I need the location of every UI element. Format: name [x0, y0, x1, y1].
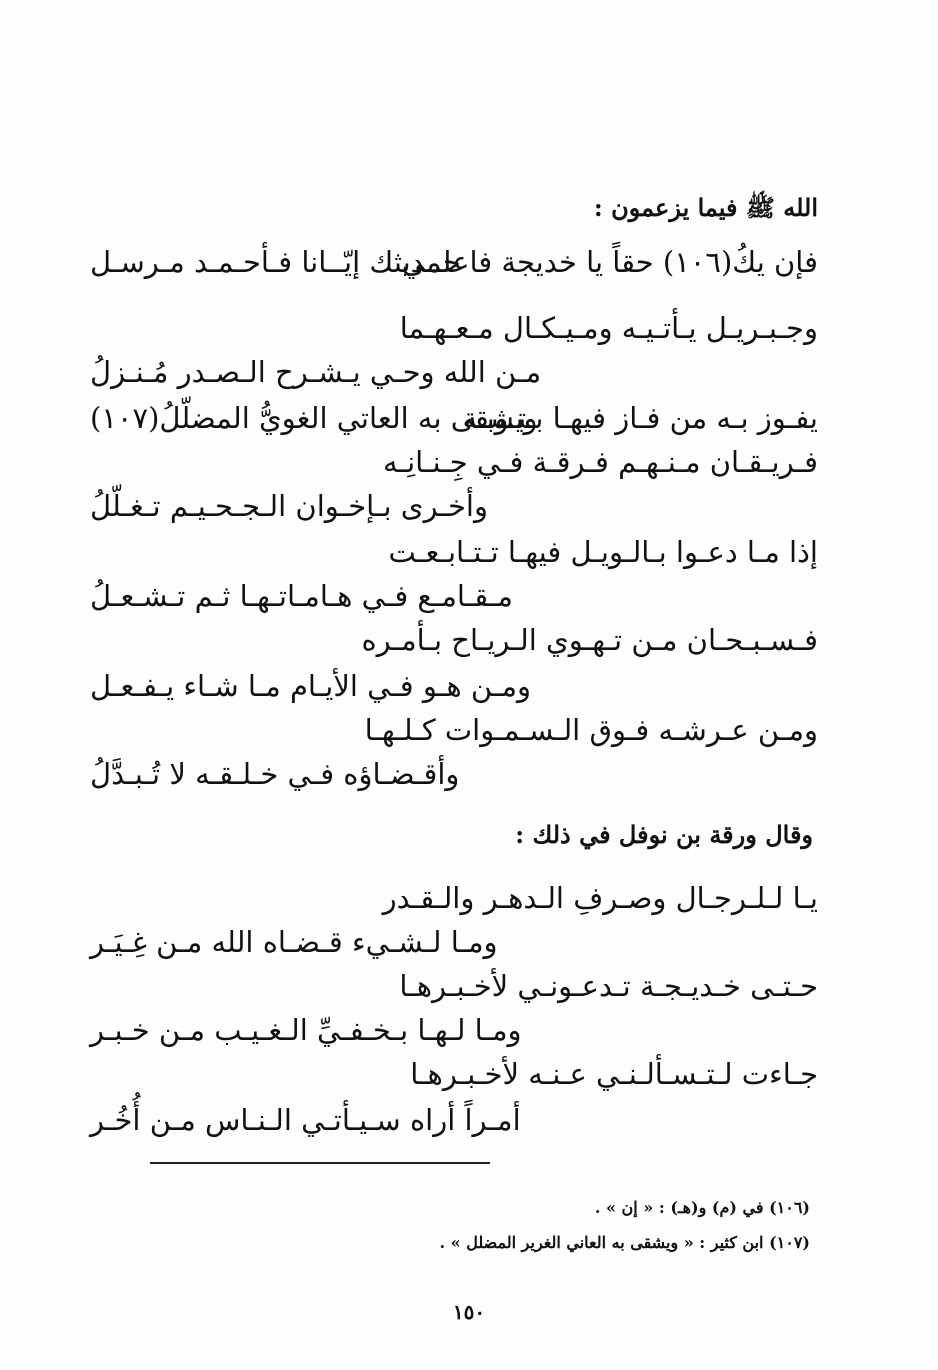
- poem1-line2: وجـبـريـل يـأتـيـه ومـيـكـال مـعـهـما: [399, 311, 818, 345]
- poem1-line1-second-hemistich: حــديثك إيّــانا فـأحـمـد مـرسـل: [90, 245, 461, 279]
- poem2-line3: حـتـى خـديـجـة تـدعـونـي لأخـبـرهـا: [399, 969, 818, 1003]
- footnote-107: (١٠٧) ابن كثير : « ويشقى به العاني الغرير المضلل » .: [439, 1233, 810, 1252]
- poem2-line1: يـا لـلـرجـال وصـرفِ الـدهـر والـقـدر: [382, 881, 818, 915]
- poem1-line7: إذا مـا دعـوا بـالـويـل فيهـا تـتـابـعـت: [388, 535, 818, 569]
- footnote-separator: [150, 1162, 490, 1164]
- poem1-line9: فـسـبـحـان مـن تـهـوي الـريـاح بـأمـره: [361, 623, 818, 657]
- poem2-line5: جـاءت لـتـسـألـنـي عـنـه لأخـبـرهـا: [410, 1057, 818, 1091]
- intro-text: الله ﷺ فيما يزعمون :: [593, 193, 818, 222]
- poem1-line5: فـريـقـان مـنـهـم فـرقـة فـي جِـنـانِـه: [383, 445, 818, 479]
- poem1-line12: وأقـضـاؤه فـي خـلـقـه لا تُـبـدَّلُ: [90, 757, 460, 791]
- section-heading: وقال ورقة بن نوفل في ذلك :: [515, 820, 813, 849]
- poem1-line6: وأخـرى بـإخـوان الـجـحـيـم تـغـلّلُ: [90, 489, 488, 523]
- poem1-line8: مـقـامـع فـي هـامـاتـهـا ثـم تـشـعـلُ: [90, 579, 513, 613]
- poem2-line6: أمـراً أراه سـيـأتـي الـنـاس مـن أُخُـر: [90, 1103, 521, 1137]
- poem1-line3: مـن الله وحـي يـشـرح الـصـدر مُـنـزلُ: [90, 355, 542, 389]
- poem1-line4-second-hemistich: ويشقى به العاتي الغويُّ المضلّلُ(١٠٧): [90, 401, 538, 435]
- poem1-line4-first-hemistich: يفـوز بـه من فـاز فيهـا بـتـوبـة: [462, 401, 818, 435]
- poem2-line2: ومـا لـشـيء قـضـاه الله مـن غِـيَـر: [90, 925, 498, 959]
- page-number: ١٥٠: [452, 1300, 486, 1324]
- poem1-line1-first-hemistich: فإن يكُ(١٠٦) حقاً يا خديجة فاعلمي: [401, 245, 818, 279]
- poem1-line11: ومـن عـرشـه فـوق الـسـمـوات كـلـهـا: [364, 713, 818, 747]
- footnote-106: (١٠٦) في (م) و(هـ) : « إن » .: [594, 1198, 810, 1217]
- poem1-line10: ومـن هـو فـي الأيـام مـا شـاء يـفـعـل: [90, 669, 531, 703]
- poem2-line4: ومـا لـهـا بـخـفـيِّ الـغـيـب مـن خـبـر: [90, 1013, 522, 1047]
